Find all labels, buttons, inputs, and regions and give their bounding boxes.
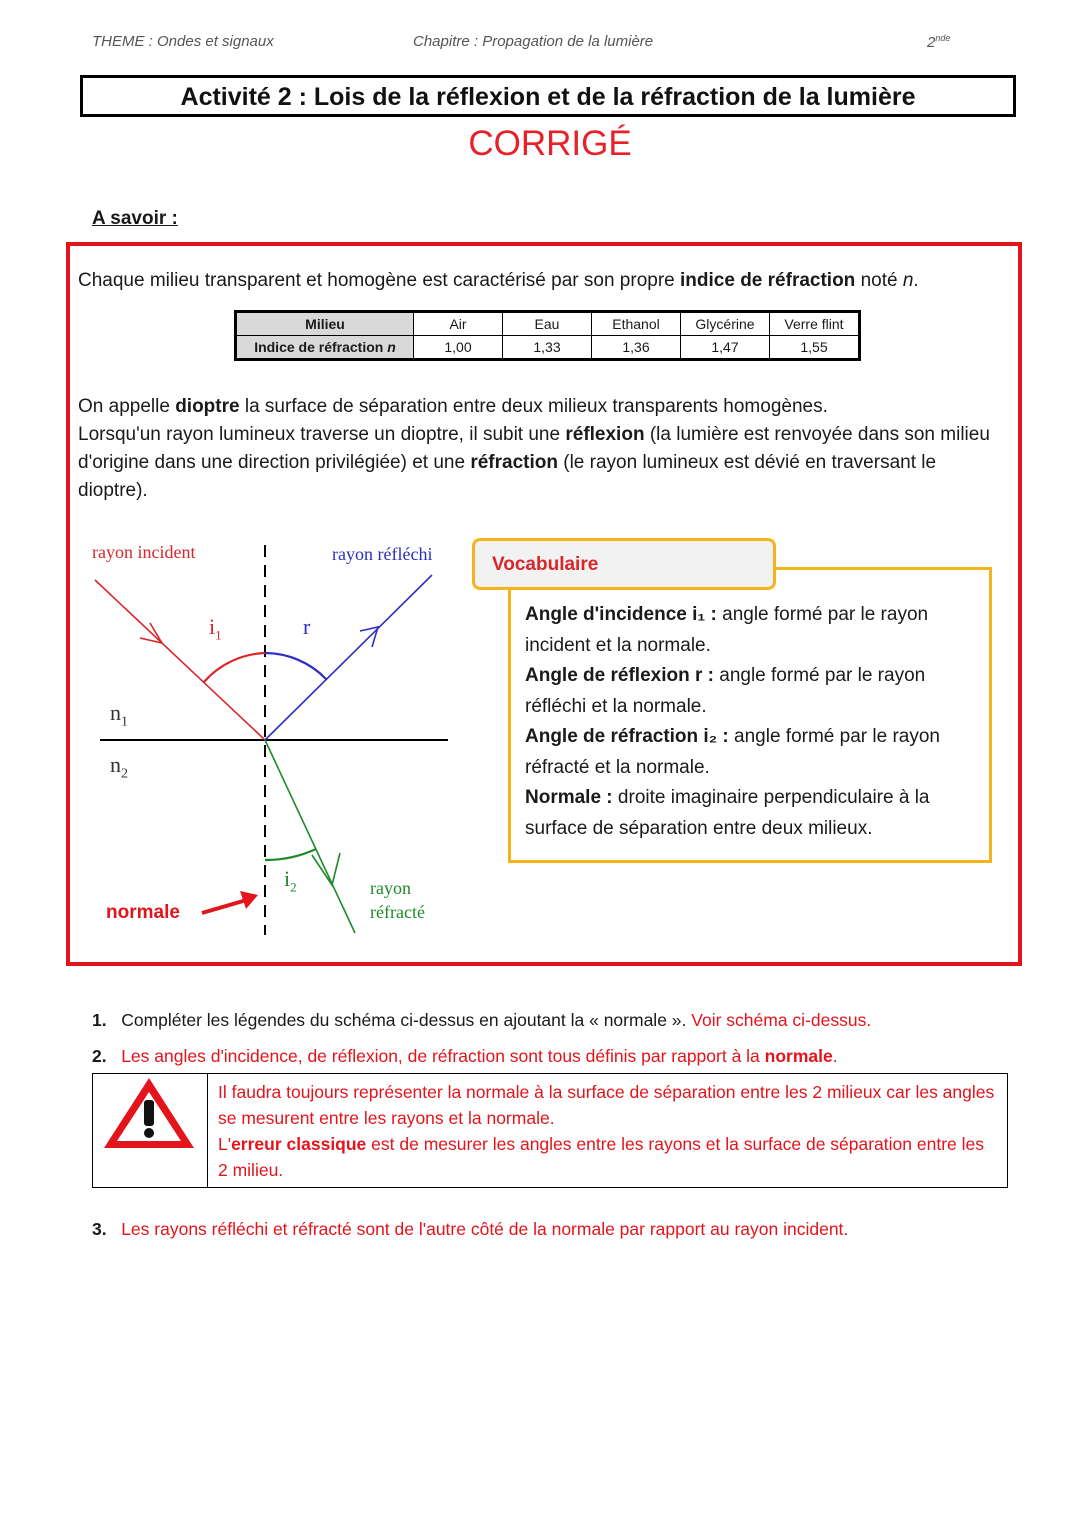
vocab-term: Angle d'incidence i₁ : <box>525 604 717 625</box>
normal-pointer-arrow <box>202 899 250 913</box>
angle-i1-arc <box>204 653 265 682</box>
section-label: A savoir : <box>92 208 178 229</box>
angle-i2-label <box>284 866 297 895</box>
bold-term: dioptre <box>175 396 240 417</box>
header-italic: n <box>387 339 396 355</box>
refracted-ray <box>265 740 355 933</box>
n-sub: 2 <box>121 766 128 782</box>
incident-label: rayon incident <box>92 542 196 562</box>
question-answer: Voir schéma ci-dessus. <box>686 1010 872 1030</box>
question-text: Compléter les légendes du schéma ci-dessus en ajoutant la « normale ». <box>121 1010 687 1030</box>
refracted-label-line: rayon <box>370 878 411 898</box>
table-header-index <box>236 336 414 360</box>
table-cell: 1,36 <box>592 336 681 360</box>
question-3 <box>92 1217 1012 1241</box>
table-cell: Verre flint <box>770 312 860 336</box>
answer-bold: normale <box>764 1046 833 1066</box>
angle-letter: i <box>284 866 291 891</box>
question-number: 2. <box>92 1046 107 1066</box>
vocabulary-list <box>525 600 975 844</box>
warning-separator <box>207 1073 208 1188</box>
warning-line-1: Il faudra toujours représenter la normale à la surface de séparation entre les 2 milieux car les angles se mesurent entre les rayons et la normale. <box>218 1082 995 1128</box>
n2-label <box>110 752 128 782</box>
vocab-definition: angle formé par le rayon incident et la normale. <box>525 604 929 656</box>
angle-r-arc <box>265 653 326 679</box>
vocab-term: Normale : <box>525 787 613 808</box>
text: Lorsqu'un rayon lumineux traverse un dioptre, il subit une <box>78 424 566 445</box>
level-number: 2 <box>927 34 936 51</box>
text: (le rayon lumineux est dévié en traversant le dioptre). <box>78 452 937 501</box>
refracted-label <box>370 876 425 924</box>
refracted-label-line: réfracté <box>370 902 425 922</box>
question-2 <box>92 1044 1012 1068</box>
level-sup: nde <box>935 33 951 43</box>
intro-italic: n <box>902 270 914 291</box>
vocab-item <box>525 722 975 783</box>
question-1 <box>92 1008 1012 1032</box>
header-text: Indice de réfraction <box>254 339 388 355</box>
normal-label: normale <box>106 902 180 923</box>
text: L' <box>218 1134 232 1154</box>
table-cell: 1,47 <box>681 336 770 360</box>
question-answer: Les rayons réfléchi et réfracté sont de l'autre côté de la normale par rapport au rayon incident. <box>121 1219 849 1239</box>
n-letter: n <box>110 752 121 777</box>
intro-text: Chaque milieu transparent et homogène est caractérisé par son propre <box>78 270 681 291</box>
dioptre-paragraph <box>78 393 1003 505</box>
dioptre-line-2 <box>78 421 1003 505</box>
angle-letter: i <box>209 614 216 639</box>
vocab-definition: angle formé par le rayon réfracté et la normale. <box>525 726 940 778</box>
table-cell: 1,33 <box>503 336 592 360</box>
warning-line-2 <box>218 1131 998 1183</box>
bold-text: erreur classique <box>231 1134 367 1154</box>
table-row-medium <box>236 312 860 336</box>
question-number: 1. <box>92 1010 107 1030</box>
vocab-item <box>525 600 975 661</box>
intro-paragraph <box>78 267 1018 295</box>
table-cell: Glycérine <box>681 312 770 336</box>
n-sub: 1 <box>121 714 128 730</box>
warning-triangle-icon <box>101 1075 197 1151</box>
angle-i1-label <box>209 614 222 643</box>
header-theme: THEME : Ondes et signaux <box>92 33 274 50</box>
vocab-item <box>525 661 975 722</box>
intro-bold: indice de réfraction <box>680 270 856 291</box>
table-cell: 1,00 <box>414 336 503 360</box>
text: On appelle <box>78 396 176 417</box>
corrige-label: CORRIGÉ <box>468 124 632 163</box>
text: la surface de séparation entre deux milieux transparents homogènes. <box>239 396 828 417</box>
vocab-item <box>525 783 975 844</box>
question-number: 3. <box>92 1219 107 1239</box>
header-level <box>927 33 950 51</box>
page-title: Activité 2 : Lois de la réflexion et de la réfraction de la lumière <box>80 75 1016 117</box>
header-chapter: Chapitre : Propagation de la lumière <box>413 33 654 50</box>
n-letter: n <box>110 700 121 725</box>
bold-term: réflexion <box>565 424 645 445</box>
table-cell: Eau <box>503 312 592 336</box>
vocab-definition: droite imaginaire perpendiculaire à la surface de séparation entre deux milieux. <box>525 787 930 839</box>
vocabulary-tab <box>472 538 776 590</box>
intro-text-after: noté <box>855 270 903 291</box>
angle-sub: 1 <box>215 627 222 643</box>
vocab-term: Angle de réflexion r : <box>525 665 714 686</box>
warning-text <box>218 1079 998 1183</box>
dioptre-line-1 <box>78 393 1003 421</box>
table-cell: Ethanol <box>592 312 681 336</box>
angle-sub: 2 <box>290 879 297 895</box>
text: (la lumière est renvoyée dans son milieu d'origine dans une direction privilégiée) et une <box>78 424 990 473</box>
table-cell: Air <box>414 312 503 336</box>
table-header-medium: Milieu <box>236 312 414 336</box>
bold-term: réfraction <box>470 452 558 473</box>
intro-end: . <box>913 270 919 291</box>
angle-i2-arc <box>265 849 316 860</box>
text: est de mesurer les angles entre les rayons et la surface de séparation entre les 2 milieu. <box>218 1134 984 1180</box>
n1-label <box>110 700 128 730</box>
vocab-definition: angle formé par le rayon réfléchi et la normale. <box>525 665 926 717</box>
refraction-index-table <box>234 310 861 361</box>
angle-r-label: r <box>303 614 311 639</box>
answer-end: . <box>832 1046 838 1066</box>
question-answer: Les angles d'incidence, de réflexion, de réfraction sont tous définis par rapport à la <box>121 1046 765 1066</box>
table-row-index <box>236 336 860 360</box>
reflected-label: rayon réfléchi <box>332 544 433 564</box>
vocabulary-title: Vocabulaire <box>492 554 599 575</box>
table-cell: 1,55 <box>770 336 860 360</box>
vocab-term: Angle de réfraction i₂ : <box>525 726 729 747</box>
